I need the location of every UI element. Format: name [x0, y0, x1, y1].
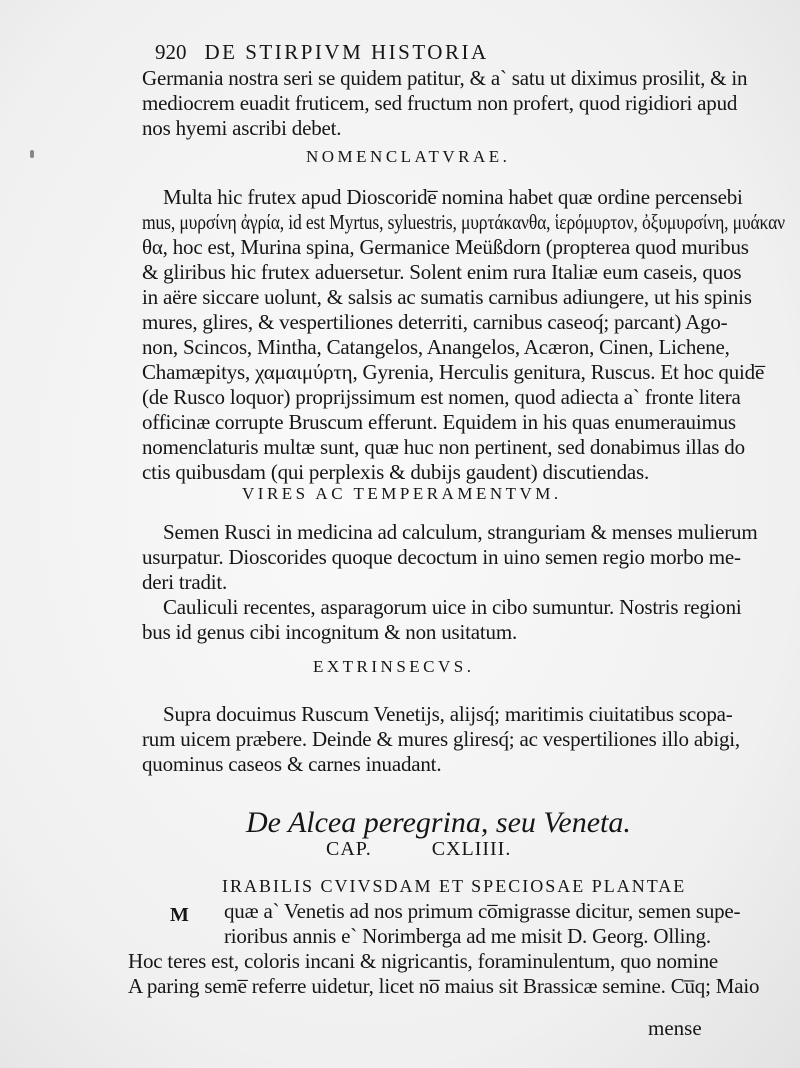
catchword: mense: [648, 1016, 702, 1040]
text-line: rioribus annis e` Norimberga ad me misit D. Georg. Olling.: [224, 924, 711, 948]
running-title: DE STIRPIVM HISTORIA: [204, 40, 489, 64]
chapter-number: [326, 838, 511, 861]
text-line: usurpatur. Dioscorides quoque decoctum in uino semen regio morbo me-: [142, 545, 741, 569]
text-line: (de Rusco loquor) proprĳssimum est nomen, quod adiecta a` fronte litera: [142, 385, 741, 409]
running-head: [155, 40, 489, 65]
text-line: & gliribus hic frutex aduersetur. Solent enim rura Italiæ eum caseis, quos: [142, 260, 742, 284]
text-line: mus, μυρσίνη ἀγρία, id est Myrtus, syluestris, μυρτάκανθα, ἱερόμυρτον, ὀξυμυρσίνη, μυάκαν: [142, 210, 785, 234]
section-heading-nomenclaturae: NOMENCLATVRAE.: [306, 147, 511, 166]
text-line: quominus caseos & carnes inuadant.: [142, 752, 442, 776]
text-line: mures, glires, & vespertiliones deterriti, carnibus caseoq́; parcant) Ago-: [142, 310, 728, 334]
text-line: Supra docuimus Ruscum Venetĳs, alĳsq́; maritimis ciuitatibus scopa-: [163, 702, 733, 726]
text-line: deri tradit.: [142, 570, 228, 594]
text-line: bus id genus cibi incognitum & non usitatum.: [142, 620, 518, 644]
text-line: non, Scincos, Mintha, Catangelos, Anangelos, Acæron, Cinen, Lichene,: [142, 335, 730, 359]
text-line: mediocrem euadit fruticem, sed fructum non profert, quod rigidiori apud: [142, 91, 738, 115]
text-line: nos hyemi ascribi debet.: [142, 116, 342, 140]
text-line: Semen Rusci in medicina ad calculum, stranguriam & menses mulierum: [163, 520, 758, 544]
text-line: θα, hoc est, Murina spina, Germanice Meüßdorn (propterea quod muribus: [142, 235, 749, 259]
text-line: in aëre siccare uolunt, & salsis ac sumatis carnibus adiungere, ut his spinis: [142, 285, 752, 309]
text-line: officinæ corrupte Bruscum efferunt. Equidem in his quas enumerauimus: [142, 410, 736, 434]
chapter-title: De Alcea peregrina, seu Veneta.: [246, 806, 631, 839]
text-line: Multa hic frutex apud Dioscoride̅ nomina habet quæ ordine percensebi: [163, 185, 743, 209]
text-line: Chamæpitys, χαμαιμύρτη, Gyrenia, Herculis genitura, Ruscus. Et hoc quide̅: [142, 360, 765, 384]
section-heading-extrinsecus: EXTRINSECVS.: [313, 657, 475, 676]
text-line: Hoc teres est, coloris incani & nigricantis, foraminulentum, quo nomine: [128, 949, 718, 973]
text-line: Germania nostra seri se quidem patitur, & a` satu ut diximus prosilit, & in: [142, 66, 748, 90]
text-line: Cauliculi recentes, asparagorum uice in cibo sumuntur. Nostris regioni: [163, 595, 742, 619]
initial-letter: M: [170, 904, 189, 926]
page-number: 920: [155, 40, 187, 64]
margin-mark: [30, 150, 34, 158]
chapter-incipit: IRABILIS CVIVSDAM ET SPECIOSAE PLANTAE: [222, 876, 687, 896]
section-heading-vires: VIRES AC TEMPERAMENTVM.: [242, 484, 562, 503]
text-line: rum uicem præbere. Deinde & mures gliresq́; ac vespertiliones illo abigi,: [142, 727, 740, 751]
cap-label: CAP.: [326, 838, 372, 860]
text-line: ctis quibusdam (qui perplexis & dubĳs gaudent) discutiendas.: [142, 460, 650, 484]
text-line: A paring seme̅ referre uidetur, licet no̅ maius sit Brassicæ semine. Cu̅q; Maio: [128, 974, 760, 998]
text-line: nomenclaturis multæ sunt, quæ huc non pertinent, sed donabimus illas do: [142, 435, 745, 459]
cap-number: CXLIIII.: [431, 838, 512, 860]
text-line: quæ a` Venetis ad nos primum co̅migrasse dicitur, semen supe-: [224, 899, 741, 923]
